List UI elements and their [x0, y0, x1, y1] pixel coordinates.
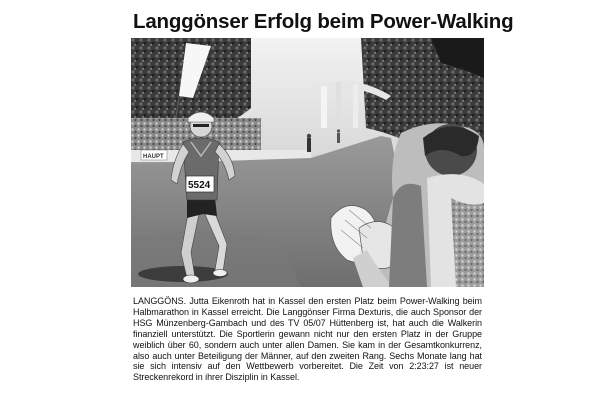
photo-runner-race: [131, 38, 484, 287]
article-headline: Langgönser Erfolg beim Power-Walking: [133, 10, 514, 33]
bib-number: 5524: [188, 180, 211, 191]
article-caption: [133, 296, 482, 383]
barrier-banner: HAUPT: [143, 154, 164, 160]
caption-placeline: LANGGÖNS.: [133, 296, 187, 306]
article-photo: [131, 38, 484, 287]
caption-body: Jutta Eikenroth hat in Kassel den ersten Platz beim Power-Walking beim Halbmarathon in Kassel erreicht. Die Langgönser Firma Dexturis, die auch Sponsor der HSG Münzenberg-Gambach und des TV 05/07 Hüttenberg ist, hat auch die Walkerin finanziell unterstützt. Die Sportlerin gewann nicht nur den ersten Platz in der Gruppe weiblich über 60, sondern auch unter allen Damen. Sie kam in der Gesamtkonkurrenz, also auch unter Beteiligung der Männer, auf den zweiten Rang. Sechs Monate lang hat sie sich intensiv auf den Wettbewerb vorbereitet. Die Zeit von 2:23:27 ist neuer Streckenrekord in ihrer Disziplin in Kassel.: [133, 296, 483, 383]
